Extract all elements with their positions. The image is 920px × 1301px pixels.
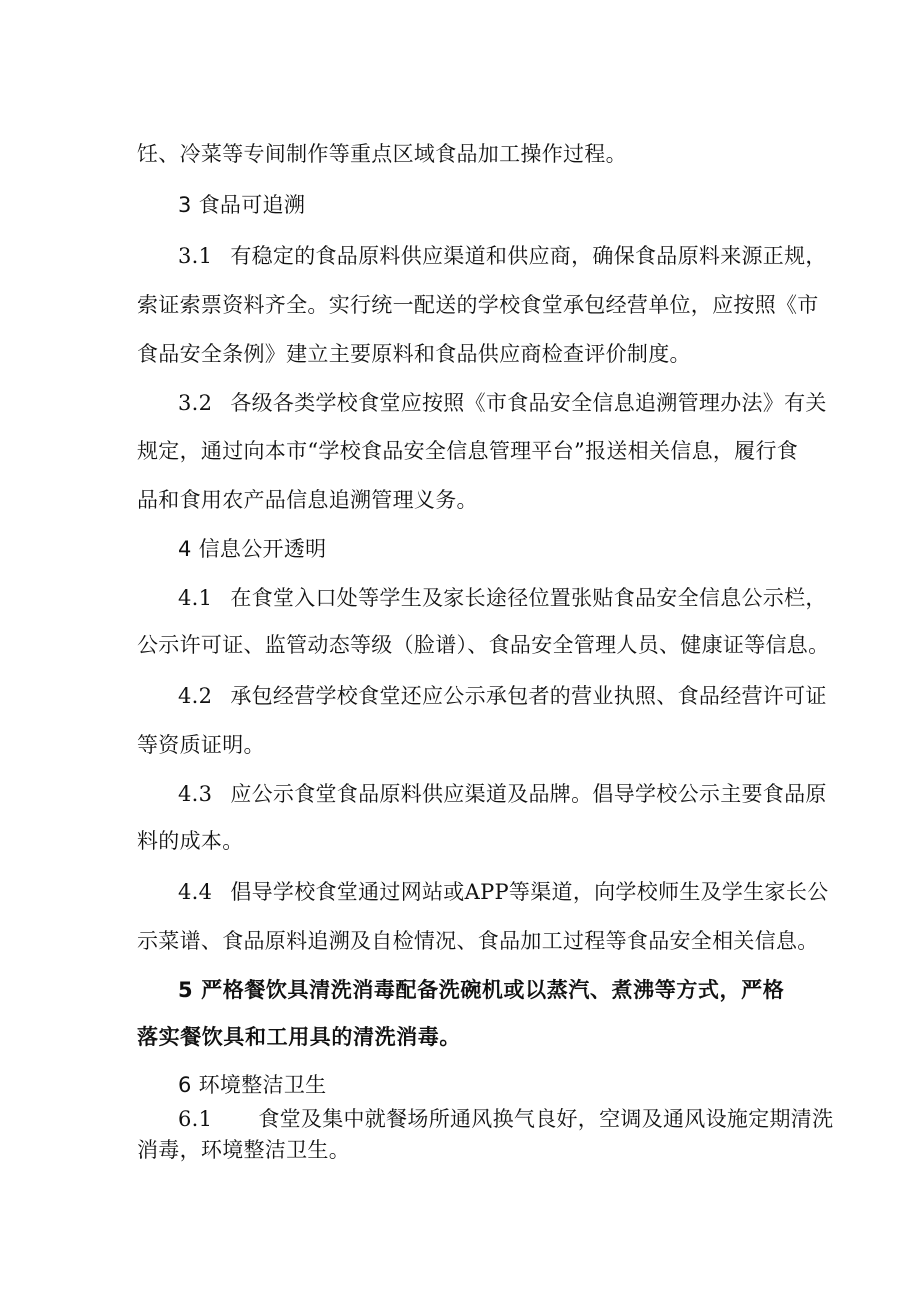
item-6-1-line-2: 消毒，环境整洁卫生。 [137,1138,350,1162]
section-3-heading: 3 食品可追溯 [178,193,306,217]
item-4-1-line-1 [178,584,827,612]
item-4-4-text-1: 倡导学校食堂通过网站或APP等渠道，向学校师生及学生家长公 [230,880,829,904]
item-4-4-line-2: 示菜谱、食品原料追溯及自检情况、食品加工过程等食品安全相关信息。 [137,929,819,953]
section-4-heading: 4 信息公开透明 [178,537,327,561]
item-6-1-line-1 [178,1105,834,1133]
intro-tail-line: 饪、冷菜等专间制作等重点区域食品加工操作过程。 [137,142,627,166]
item-4-2-line-1 [178,682,827,710]
item-4-2-number: 4.2 [178,684,213,708]
item-3-2-line-3: 品和食用农产品信息追溯管理义务。 [137,488,478,512]
item-6-1-text-1: 食堂及集中就餐场所通风换气良好，空调及通风设施定期清洗 [258,1107,834,1131]
item-3-1-line-2: 索证索票资料齐全。实行统一配送的学校食堂承包经营单位，应按照《市 [137,293,819,317]
item-3-2-text-1: 各级各类学校食堂应按照《市食品安全信息追溯管理办法》有关 [230,391,827,415]
item-4-2-line-2: 等资质证明。 [137,733,265,757]
item-4-4-line-1 [178,878,829,906]
item-3-2-number: 3.2 [178,391,213,415]
section-5-heading-line-1: 5 严格餐饮具清洗消毒配备洗碗机或以蒸汽、煮沸等方式，严格 [178,978,785,1002]
item-4-3-line-1 [178,780,827,808]
item-4-3-text-1: 应公示食堂食品原料供应渠道及品牌。倡导学校公示主要食品原 [230,782,827,806]
section-6-heading: 6 环境整洁卫生 [178,1073,327,1097]
item-4-1-text-1: 在食堂入口处等学生及家长途径位置张贴食品安全信息公示栏， [230,586,827,610]
item-4-4-number: 4.4 [178,880,213,904]
item-3-2-line-2: 规定，通过向本市“学校食品安全信息管理平台”报送相关信息，履行食 [137,439,799,463]
item-4-1-number: 4.1 [178,586,213,610]
item-3-2-line-1 [178,389,827,417]
section-5-heading-line-2: 落实餐饮具和工用具的清洗消毒。 [137,1025,461,1049]
item-4-1-line-2: 公示许可证、监管动态等级（脸谱）、食品安全管理人员、健康证等信息。 [137,633,830,657]
item-4-2-text-1: 承包经营学校食堂还应公示承包者的营业执照、食品经营许可证 [230,684,827,708]
item-6-1-number: 6.1 [178,1107,213,1131]
item-4-3-number: 4.3 [178,782,213,806]
item-3-1-line-3: 食品安全条例》建立主要原料和食品供应商检查评价制度。 [137,342,691,366]
item-3-1-text-1: 有稳定的食品原料供应渠道和供应商，确保食品原料来源正规， [230,244,827,268]
item-4-3-line-2: 料的成本。 [137,829,244,853]
item-3-1-line-1 [178,242,827,270]
item-3-1-number: 3.1 [178,244,213,268]
